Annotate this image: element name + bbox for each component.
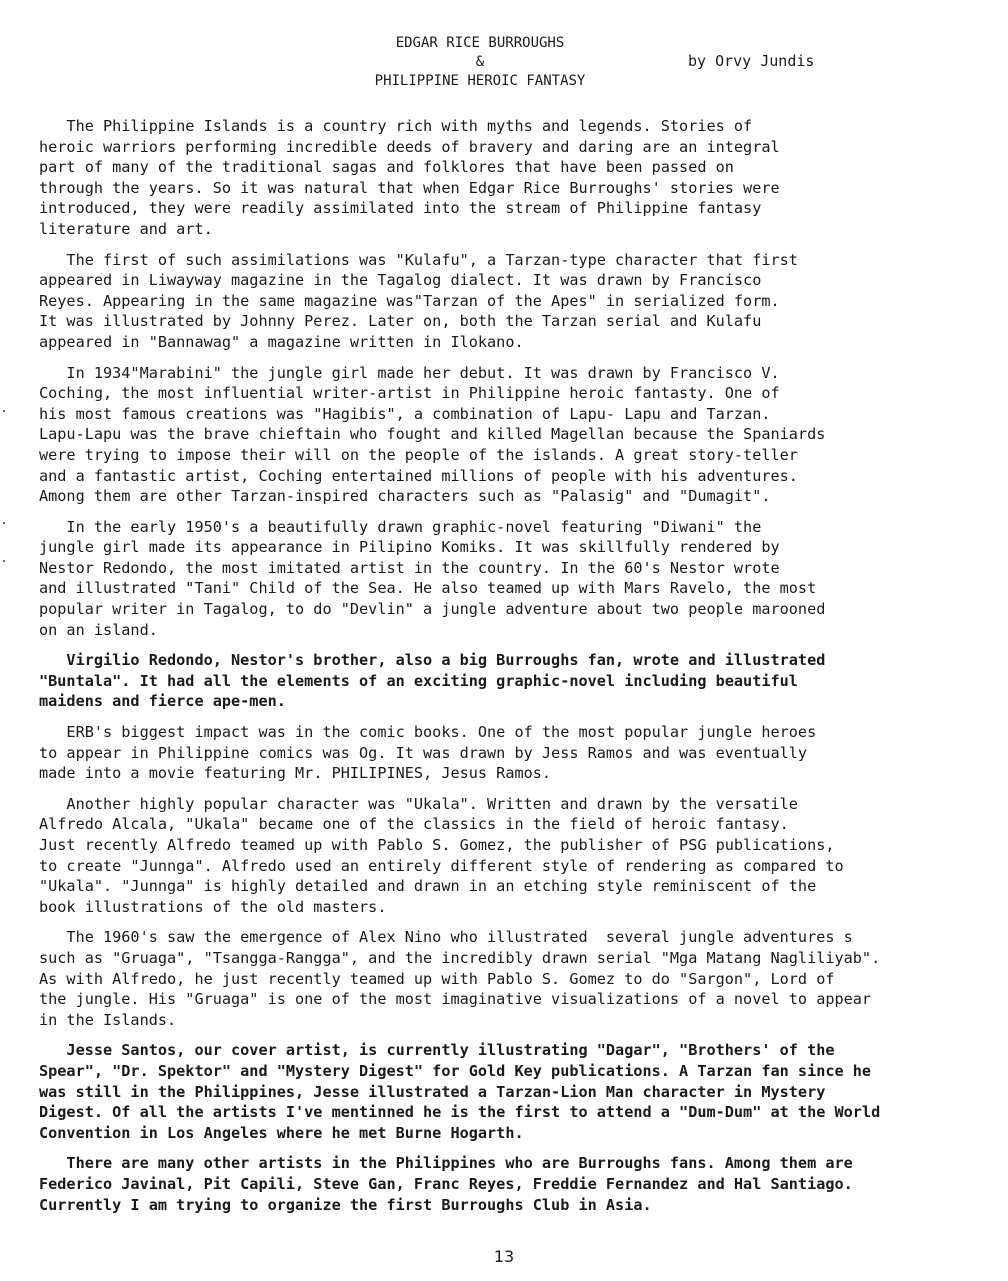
text-line: As with Alfredo, he just recently teamed up with Pablo S. Gomez to do "Sargon", Lord of [39,969,835,988]
text-line: on an island. [39,620,158,639]
text-line: Spear", "Dr. Spektor" and "Mystery Digest" for Gold Key publications. A Tarzan fan since he [39,1061,872,1080]
text-line: Digest. Of all the artists I've mentinned he is the first to attend a "Dum-Dum" at the World [39,1103,881,1122]
text-line: It was illustrated by Johnny Perez. Later on, both the Tarzan serial and Kulafu [39,312,762,331]
text-line: introduced, they were readily assimilated into the stream of Philippine fantasy [39,199,762,218]
paragraph [39,363,999,507]
binding-mark [3,560,5,562]
binding-mark [3,522,5,524]
text-line: Currently I am trying to organize the first Burroughs Club in Asia. [39,1195,652,1214]
text-line: jungle girl made its appearance in Pilipino Komiks. It was skillfully rendered by [39,538,780,557]
author-byline: by Orvy Jundis [688,52,815,70]
text-line: "Buntala". It had all the elements of an exciting graphic-novel including beautiful [39,671,798,690]
article-title [300,34,660,91]
text-line: appeared in "Bannawag" a magazine written in Ilokano. [39,332,524,351]
text-line: in the Islands. [39,1010,177,1029]
text-line: literature and art. [39,219,213,238]
title-line-3: PHILIPPINE HEROIC FANTASY [374,73,586,89]
text-line: Nestor Redondo, the most imitated artist in the country. In the 60's Nestor wrote [39,558,780,577]
text-line: "Ukala". "Junnga" is highly detailed and drawn in an etching style reminiscent of the [39,877,817,896]
paragraph [39,1040,999,1143]
text-line: the jungle. His "Gruaga" is one of the most imaginative visualizations of a novel to appear [39,990,872,1009]
article-body [39,116,999,1225]
text-line: such as "Gruaga", "Tsangga-Rangga", and the incredibly drawn serial "Mga Matang Nagliliyab". [39,948,881,967]
paragraph [39,794,999,918]
text-line: to appear in Philippine comics was Og. It was drawn by Jess Ramos and was eventually [39,743,808,762]
text-line: appeared in Liwayway magazine in the Tagalog dialect. It was drawn by Francisco [39,271,762,290]
text-line: maidens and fierce ape-men. [39,692,286,711]
text-line: There are many other artists in the Philippines who are Burroughs fans. Among them are [39,1154,853,1173]
text-line: Among them are other Tarzan-inspired characters such as "Palasig" and "Dumagit". [39,487,771,506]
paragraph [39,116,999,240]
text-line: were trying to impose their will on the people of the islands. A great story-teller [39,445,798,464]
text-line: Reyes. Appearing in the same magazine was"Tarzan of the Apes" in serialized form. [39,291,780,310]
text-line: heroic warriors performing incredible deeds of bravery and daring are an integral [39,137,780,156]
text-line: The 1960's saw the emergence of Alex Nino who illustrated several jungle adventures s [39,928,853,947]
binding-mark [3,410,5,412]
paragraph [39,927,999,1030]
text-line: The first of such assimilations was "Kulafu", a Tarzan-type character that first [39,250,798,269]
text-line: Virgilio Redondo, Nestor's brother, also a big Burroughs fan, wrote and illustrated [39,651,826,670]
text-line: to create "Junnga". Alfredo used an entirely different style of rendering as compared to [39,856,844,875]
text-line: In the early 1950's a beautifully drawn graphic-novel featuring "Diwani" the [39,517,762,536]
text-line: In 1934"Marabini" the jungle girl made her debut. It was drawn by Francisco V. [39,363,780,382]
text-line: Lapu-Lapu was the brave chieftain who fought and killed Magellan because the Spaniards [39,425,826,444]
text-line: popular writer in Tagalog, to do "Devlin" a jungle adventure about two people marooned [39,600,826,619]
title-line-2: & [475,54,485,70]
text-line: The Philippine Islands is a country rich with myths and legends. Stories of [39,117,753,135]
text-line: Coching, the most influential writer-artist in Philippine heroic fantasty. One of [39,384,780,403]
text-line: Just recently Alfredo teamed up with Pablo S. Gomez, the publisher of PSG publications, [39,836,835,854]
page-number: 13 [493,1247,515,1266]
text-line: Convention in Los Angeles where he met Burne Hogarth. [39,1123,524,1142]
paragraph [39,650,999,712]
text-line: and illustrated "Tani" Child of the Sea. He also teamed up with Mars Ravelo, the most [39,579,817,598]
text-line: Alfredo Alcala, "Ukala" became one of the classics in the field of heroic fantasy. [39,815,789,834]
paragraph [39,1153,999,1215]
text-line: ERB's biggest impact was in the comic books. One of the most popular jungle heroes [39,723,817,742]
text-line: book illustrations of the old masters. [39,897,387,916]
paragraph [39,517,999,641]
text-line: and a fantastic artist, Coching entertained millions of people with his adventures. [39,466,798,485]
text-line: Jesse Santos, our cover artist, is currently illustrating "Dagar", "Brothers' of the [39,1041,835,1060]
paragraph [39,722,999,784]
text-line: his most famous creations was "Hagibis", a combination of Lapu- Lapu and Tarzan. [39,404,771,423]
text-line: through the years. So it was natural that when Edgar Rice Burroughs' stories were [39,178,780,197]
text-line: Federico Javinal, Pit Capili, Steve Gan, Franc Reyes, Freddie Fernandez and Hal Santiago. [39,1174,853,1193]
text-line: part of many of the traditional sagas and folklores that have been passed on [39,158,734,177]
text-line: was still in the Philippines, Jesse illustrated a Tarzan-Lion Man character in Mystery [39,1082,826,1101]
title-line-1: EDGAR RICE BURROUGHS [395,35,565,51]
paragraph [39,250,999,353]
text-line: Another highly popular character was "Ukala". Written and drawn by the versatile [39,794,798,813]
text-line: made into a movie featuring Mr. PHILIPINES, Jesus Ramos. [39,764,552,783]
